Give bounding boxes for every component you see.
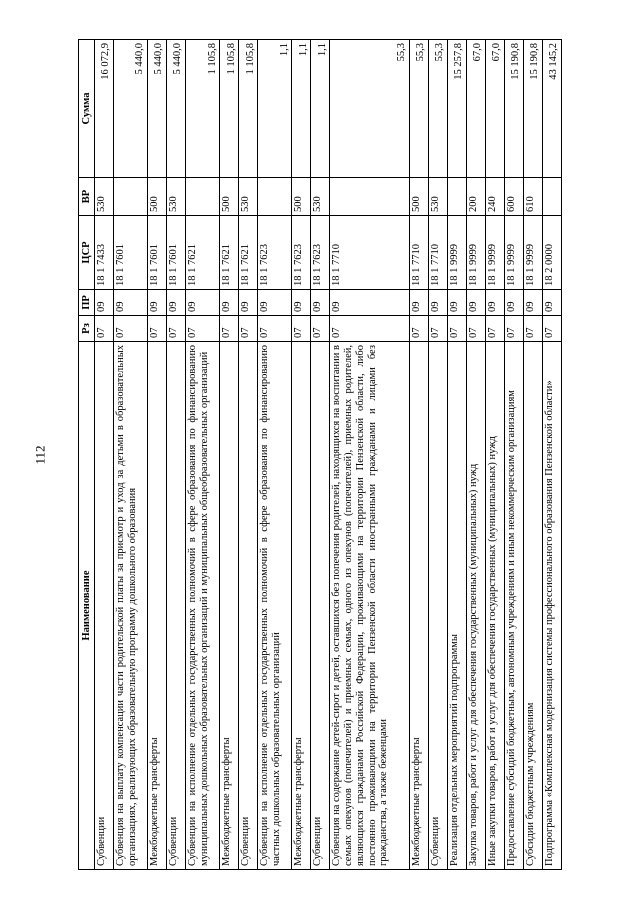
cell-pr: 09 bbox=[523, 290, 542, 316]
cell-rz: 07 bbox=[148, 316, 167, 342]
cell-pr: 09 bbox=[292, 290, 311, 316]
cell-pr: 09 bbox=[542, 290, 561, 316]
cell-csr: 18 1 7710 bbox=[409, 216, 428, 290]
cell-name: Межбюджетные трансферты bbox=[292, 342, 311, 870]
cell-sum: 55,3 bbox=[428, 40, 447, 178]
cell-name: Субвенции bbox=[311, 342, 330, 870]
cell-vr: 530 bbox=[428, 178, 447, 216]
cell-vr: 500 bbox=[409, 178, 428, 216]
cell-vr bbox=[330, 178, 410, 216]
cell-name: Субвенции bbox=[428, 342, 447, 870]
cell-vr: 500 bbox=[220, 178, 239, 216]
table-row bbox=[220, 40, 239, 870]
cell-csr: 18 1 7621 bbox=[186, 216, 220, 290]
cell-sum: 15 190,8 bbox=[523, 40, 542, 178]
cell-vr: 530 bbox=[167, 178, 186, 216]
cell-sum: 5 440,0 bbox=[148, 40, 167, 178]
cell-pr: 09 bbox=[447, 290, 466, 316]
cell-csr: 18 1 9999 bbox=[447, 216, 466, 290]
cell-sum: 5 440,0 bbox=[167, 40, 186, 178]
cell-name: Подпрограмма «Комплексная модернизация системы профессионального образования Пензенской области» bbox=[542, 342, 561, 870]
cell-pr: 09 bbox=[114, 290, 148, 316]
cell-vr bbox=[114, 178, 148, 216]
cell-pr: 09 bbox=[311, 290, 330, 316]
cell-vr bbox=[186, 178, 220, 216]
cell-csr: 18 1 7621 bbox=[239, 216, 258, 290]
cell-csr: 18 1 9999 bbox=[504, 216, 523, 290]
table-row bbox=[504, 40, 523, 870]
cell-name: Субвенция на выплату компенсации части родительской платы за присмотр и уход за детьми в образовательных организациях, реализующих образовательную программу дошкольного образования bbox=[114, 342, 148, 870]
cell-name: Межбюджетные трансферты bbox=[409, 342, 428, 870]
cell-sum: 1,1 bbox=[258, 40, 292, 178]
page-number-text: 112 bbox=[33, 445, 48, 465]
header-rz: Рз bbox=[79, 316, 95, 342]
cell-name: Закупка товаров, работ и услуг для обеспечения государственных (муниципальных) нужд bbox=[466, 342, 485, 870]
cell-pr: 09 bbox=[485, 290, 504, 316]
cell-pr: 09 bbox=[504, 290, 523, 316]
cell-sum: 67,0 bbox=[485, 40, 504, 178]
cell-pr: 09 bbox=[330, 290, 410, 316]
cell-rz: 07 bbox=[466, 316, 485, 342]
cell-name: Субвенции на исполнение отдельных государственных полномочий в сфере образования по финансированию муниципальных дошкольных образовательных организаций и муниципальных общеобразовательных организаций bbox=[186, 342, 220, 870]
cell-sum: 1,1 bbox=[311, 40, 330, 178]
cell-pr: 09 bbox=[148, 290, 167, 316]
header-vr: ВР bbox=[79, 178, 95, 216]
cell-name: Субвенции bbox=[95, 342, 114, 870]
cell-rz: 07 bbox=[523, 316, 542, 342]
cell-rz: 07 bbox=[485, 316, 504, 342]
table-row bbox=[311, 40, 330, 870]
cell-vr bbox=[258, 178, 292, 216]
table-row bbox=[167, 40, 186, 870]
cell-name: Межбюджетные трансферты bbox=[220, 342, 239, 870]
cell-name: Межбюджетные трансферты bbox=[148, 342, 167, 870]
cell-pr: 09 bbox=[258, 290, 292, 316]
cell-sum: 5 440,0 bbox=[114, 40, 148, 178]
cell-vr: 530 bbox=[311, 178, 330, 216]
cell-csr: 18 2 0000 bbox=[542, 216, 561, 290]
cell-csr: 18 1 7710 bbox=[428, 216, 447, 290]
table-row bbox=[542, 40, 561, 870]
header-csr: ЦСР bbox=[79, 216, 95, 290]
cell-sum: 1 105,8 bbox=[186, 40, 220, 178]
cell-pr: 09 bbox=[95, 290, 114, 316]
cell-name: Иные закупки товаров, работ и услуг для обеспечения государственных (муниципальных) нужд bbox=[485, 342, 504, 870]
cell-csr: 18 1 7623 bbox=[292, 216, 311, 290]
cell-pr: 09 bbox=[239, 290, 258, 316]
cell-vr: 240 bbox=[485, 178, 504, 216]
cell-vr bbox=[542, 178, 561, 216]
cell-csr: 18 1 7623 bbox=[311, 216, 330, 290]
cell-vr bbox=[447, 178, 466, 216]
cell-rz: 07 bbox=[95, 316, 114, 342]
cell-rz: 07 bbox=[167, 316, 186, 342]
header-pr: ПР bbox=[79, 290, 95, 316]
table-row bbox=[485, 40, 504, 870]
cell-vr: 600 bbox=[504, 178, 523, 216]
cell-pr: 09 bbox=[466, 290, 485, 316]
cell-name: Субсидии бюджетным учреждениям bbox=[523, 342, 542, 870]
cell-sum: 55,3 bbox=[409, 40, 428, 178]
cell-pr: 09 bbox=[220, 290, 239, 316]
table-row bbox=[114, 40, 148, 870]
cell-name: Субвенция на содержание детей-сирот и детей, оставшихся без попечения родителей, находящихся на воспитании в семьях опекунов (попечителей) и приемных семьях, одного из опекунов (попечителей), приемных родителей, являющихся гражданами Российской Федерации, проживающими на территории Пензенской области, либо постоянно проживающими на территории Пензенской области иностранными гражданами и лицами без гражданства, а также беженцами bbox=[330, 342, 410, 870]
table-header-row bbox=[79, 40, 95, 870]
cell-pr: 09 bbox=[428, 290, 447, 316]
cell-pr: 09 bbox=[167, 290, 186, 316]
cell-csr: 18 1 9999 bbox=[485, 216, 504, 290]
table-row bbox=[330, 40, 410, 870]
table-row bbox=[292, 40, 311, 870]
cell-csr: 18 1 7623 bbox=[258, 216, 292, 290]
table-body bbox=[95, 40, 562, 870]
cell-csr: 18 1 7601 bbox=[148, 216, 167, 290]
cell-rz: 07 bbox=[330, 316, 410, 342]
budget-table bbox=[78, 39, 562, 870]
cell-sum: 67,0 bbox=[466, 40, 485, 178]
cell-rz: 07 bbox=[186, 316, 220, 342]
cell-vr: 500 bbox=[292, 178, 311, 216]
table-row bbox=[409, 40, 428, 870]
cell-csr: 18 1 7601 bbox=[167, 216, 186, 290]
cell-csr: 18 1 9999 bbox=[523, 216, 542, 290]
cell-csr: 18 1 7710 bbox=[330, 216, 410, 290]
cell-sum: 1 105,8 bbox=[239, 40, 258, 178]
budget-table-page bbox=[78, 40, 562, 870]
cell-csr: 18 1 7621 bbox=[220, 216, 239, 290]
cell-sum: 1,1 bbox=[292, 40, 311, 178]
table-row bbox=[239, 40, 258, 870]
table-row bbox=[523, 40, 542, 870]
table-row bbox=[186, 40, 220, 870]
table-row bbox=[148, 40, 167, 870]
cell-rz: 07 bbox=[114, 316, 148, 342]
cell-rz: 07 bbox=[220, 316, 239, 342]
table-row bbox=[466, 40, 485, 870]
cell-sum: 15 257,8 bbox=[447, 40, 466, 178]
cell-name: Предоставление субсидий бюджетным, автономным учреждениям и иным некоммерческим организациям bbox=[504, 342, 523, 870]
cell-name: Субвенции bbox=[239, 342, 258, 870]
cell-rz: 07 bbox=[292, 316, 311, 342]
cell-sum: 1 105,8 bbox=[220, 40, 239, 178]
cell-rz: 07 bbox=[428, 316, 447, 342]
cell-sum: 55,3 bbox=[330, 40, 410, 178]
cell-csr: 18 1 7601 bbox=[114, 216, 148, 290]
cell-vr: 530 bbox=[239, 178, 258, 216]
cell-csr: 18 1 9999 bbox=[466, 216, 485, 290]
cell-pr: 09 bbox=[409, 290, 428, 316]
cell-vr: 500 bbox=[148, 178, 167, 216]
cell-rz: 07 bbox=[311, 316, 330, 342]
cell-name: Реализация отдельных мероприятий подпрограммы bbox=[447, 342, 466, 870]
cell-csr: 18 1 7433 bbox=[95, 216, 114, 290]
cell-name: Субвенции на исполнение отдельных государственных полномочий в сфере образования по финансированию частных дошкольных образовательных организаций bbox=[258, 342, 292, 870]
cell-rz: 07 bbox=[258, 316, 292, 342]
table-row bbox=[258, 40, 292, 870]
cell-vr: 200 bbox=[466, 178, 485, 216]
cell-vr: 610 bbox=[523, 178, 542, 216]
header-name: Наименование bbox=[79, 342, 95, 870]
table-row bbox=[428, 40, 447, 870]
cell-sum: 16 072,9 bbox=[95, 40, 114, 178]
cell-rz: 07 bbox=[239, 316, 258, 342]
cell-vr: 530 bbox=[95, 178, 114, 216]
table-row bbox=[447, 40, 466, 870]
cell-rz: 07 bbox=[409, 316, 428, 342]
cell-name: Субвенции bbox=[167, 342, 186, 870]
cell-pr: 09 bbox=[186, 290, 220, 316]
cell-rz: 07 bbox=[504, 316, 523, 342]
cell-rz: 07 bbox=[542, 316, 561, 342]
cell-sum: 43 145,2 bbox=[542, 40, 561, 178]
cell-sum: 15 190,8 bbox=[504, 40, 523, 178]
header-sum: Сумма bbox=[79, 40, 95, 178]
table-row bbox=[95, 40, 114, 870]
page-number bbox=[31, 440, 51, 470]
cell-rz: 07 bbox=[447, 316, 466, 342]
